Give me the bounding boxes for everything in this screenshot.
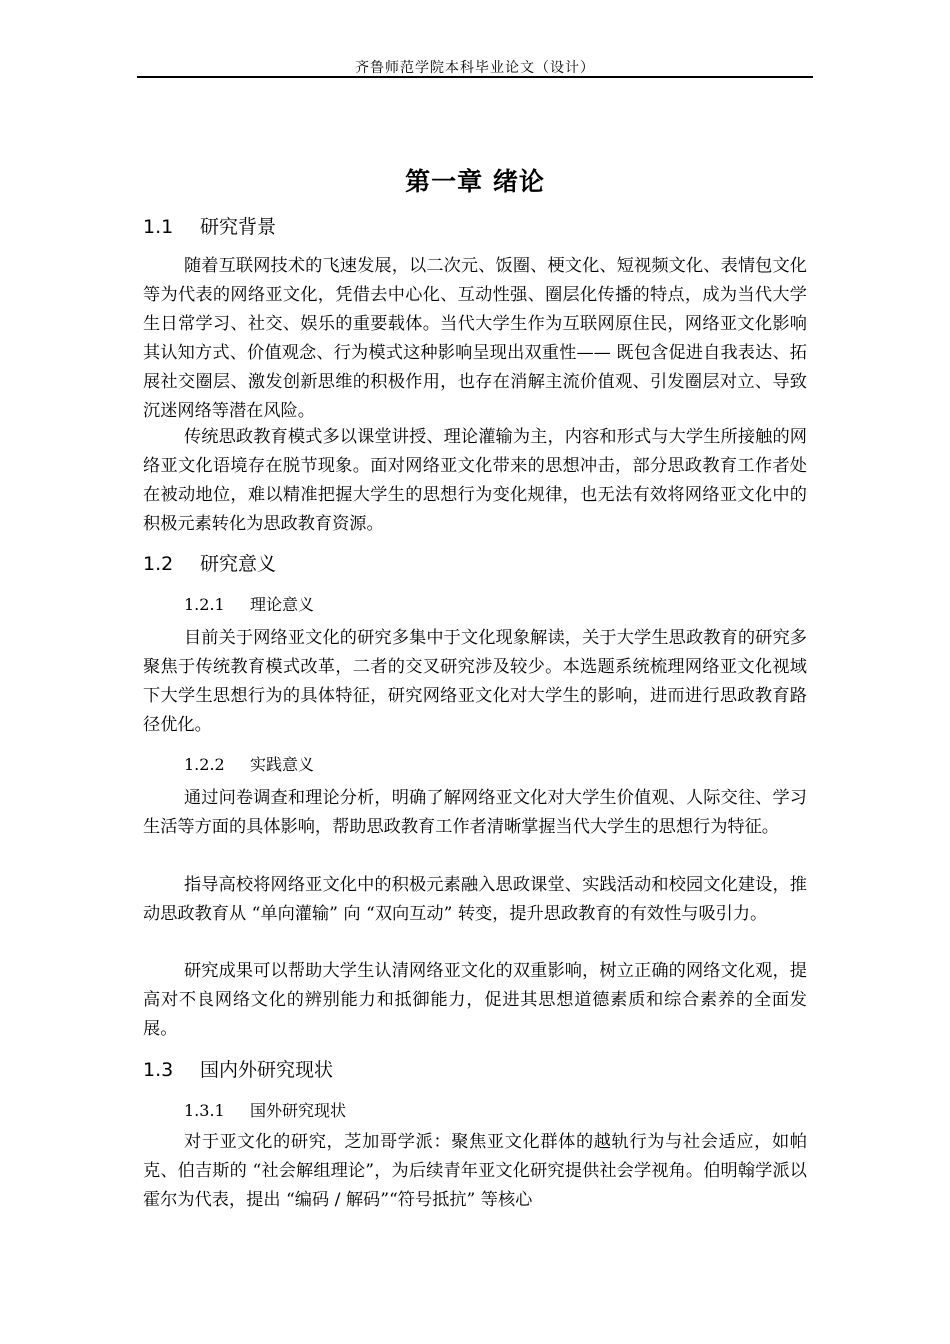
section-heading-1-1 (143, 212, 276, 239)
paragraph-practice-1: 通过问卷调查和理论分析，明确了解网络亚文化对大学生价值观、人际交往、学习生活等方面的具体影响，帮助思政教育工作者清晰掌握当代大学生的思想行为特征。 (143, 788, 807, 837)
section-number: 1.1 (143, 216, 174, 238)
subsection-number: 1.2.1 (184, 595, 225, 614)
subsection-title: 国外研究现状 (250, 1101, 347, 1120)
subsection-title: 理论意义 (250, 595, 315, 614)
paragraph-practice-3: 研究成果可以帮助大学生认清网络亚文化的双重影响，树立正确的网络文化观，提高对不良网络文化的辨别能力和抵御能力，促进其思想道德素质和综合素养的全面发展。 (143, 961, 807, 1039)
subsection-title: 实践意义 (250, 755, 315, 774)
chapter-title: 第一章 绪论 (405, 167, 545, 196)
paragraph-background-2: 传统思政教育模式多以课堂讲授、理论灌输为主，内容和形式与大学生所接触的网络亚文化语境存在脱节现象。面对网络亚文化带来的思想冲击，部分思政教育工作者处在被动地位，难以精准把握大学生的思想行为变化规律，也无法有效将网络亚文化中的积极元素转化为思政教育资源。 (143, 427, 807, 534)
running-header: 齐鲁师范学院本科毕业论文（设计） (355, 60, 595, 76)
section-heading-1-2 (143, 549, 276, 576)
header-rule (137, 76, 813, 78)
section-number: 1.3 (143, 1059, 174, 1081)
section-title: 国内外研究现状 (200, 1059, 334, 1081)
paragraph-practice-2: 指导高校将网络亚文化中的积极元素融入思政课堂、实践活动和校园文化建设，推动思政教育从 “单向灌输” 向 “双向互动” 转变，提升思政教育的有效性与吸引力。 (143, 875, 807, 924)
paragraph-foreign-research: 对于亚文化的研究，芝加哥学派：聚焦亚文化群体的越轨行为与社会适应，如帕克、伯吉斯的 “社会解组理论”，为后续青年亚文化研究提供社会学视角。伯明翰学派以霍尔为代表，提出 “编码 / 解码”“符号抵抗” 等核心 (143, 1132, 807, 1210)
section-title: 研究背景 (200, 216, 277, 238)
paragraph-theory: 目前关于网络亚文化的研究多集中于文化现象解读，关于大学生思政教育的研究多聚焦于传统教育模式改革，二者的交叉研究涉及较少。本选题系统梳理网络亚文化视域下大学生思想行为的具体特征，研究网络亚文化对大学生的影响，进而进行思政教育路径优化。 (143, 628, 807, 735)
paragraph-background-1: 随着互联网技术的飞速发展，以二次元、饭圈、梗文化、短视频文化、表情包文化等为代表的网络亚文化，凭借去中心化、互动性强、圈层化传播的特点，成为当代大学生日常学习、社交、娱乐的重要载体。当代大学生作为互联网原住民，网络亚文化影响其认知方式、价值观念、行为模式这种影响呈现出双重性—— 既包含促进自我表达、拓展社交圈层、激发创新思维的积极作用，也存在消解主流价值观、引发圈层对立、导致沉迷网络等潜在风险。 (143, 256, 807, 421)
subsection-number: 1.2.2 (184, 755, 225, 774)
subsection-heading-1-3-1 (184, 1098, 346, 1121)
subsection-number: 1.3.1 (184, 1101, 225, 1120)
subsection-heading-1-2-1 (184, 592, 314, 615)
section-number: 1.2 (143, 553, 174, 575)
subsection-heading-1-2-2 (184, 752, 314, 775)
section-heading-1-3 (143, 1055, 333, 1082)
section-title: 研究意义 (200, 553, 277, 575)
